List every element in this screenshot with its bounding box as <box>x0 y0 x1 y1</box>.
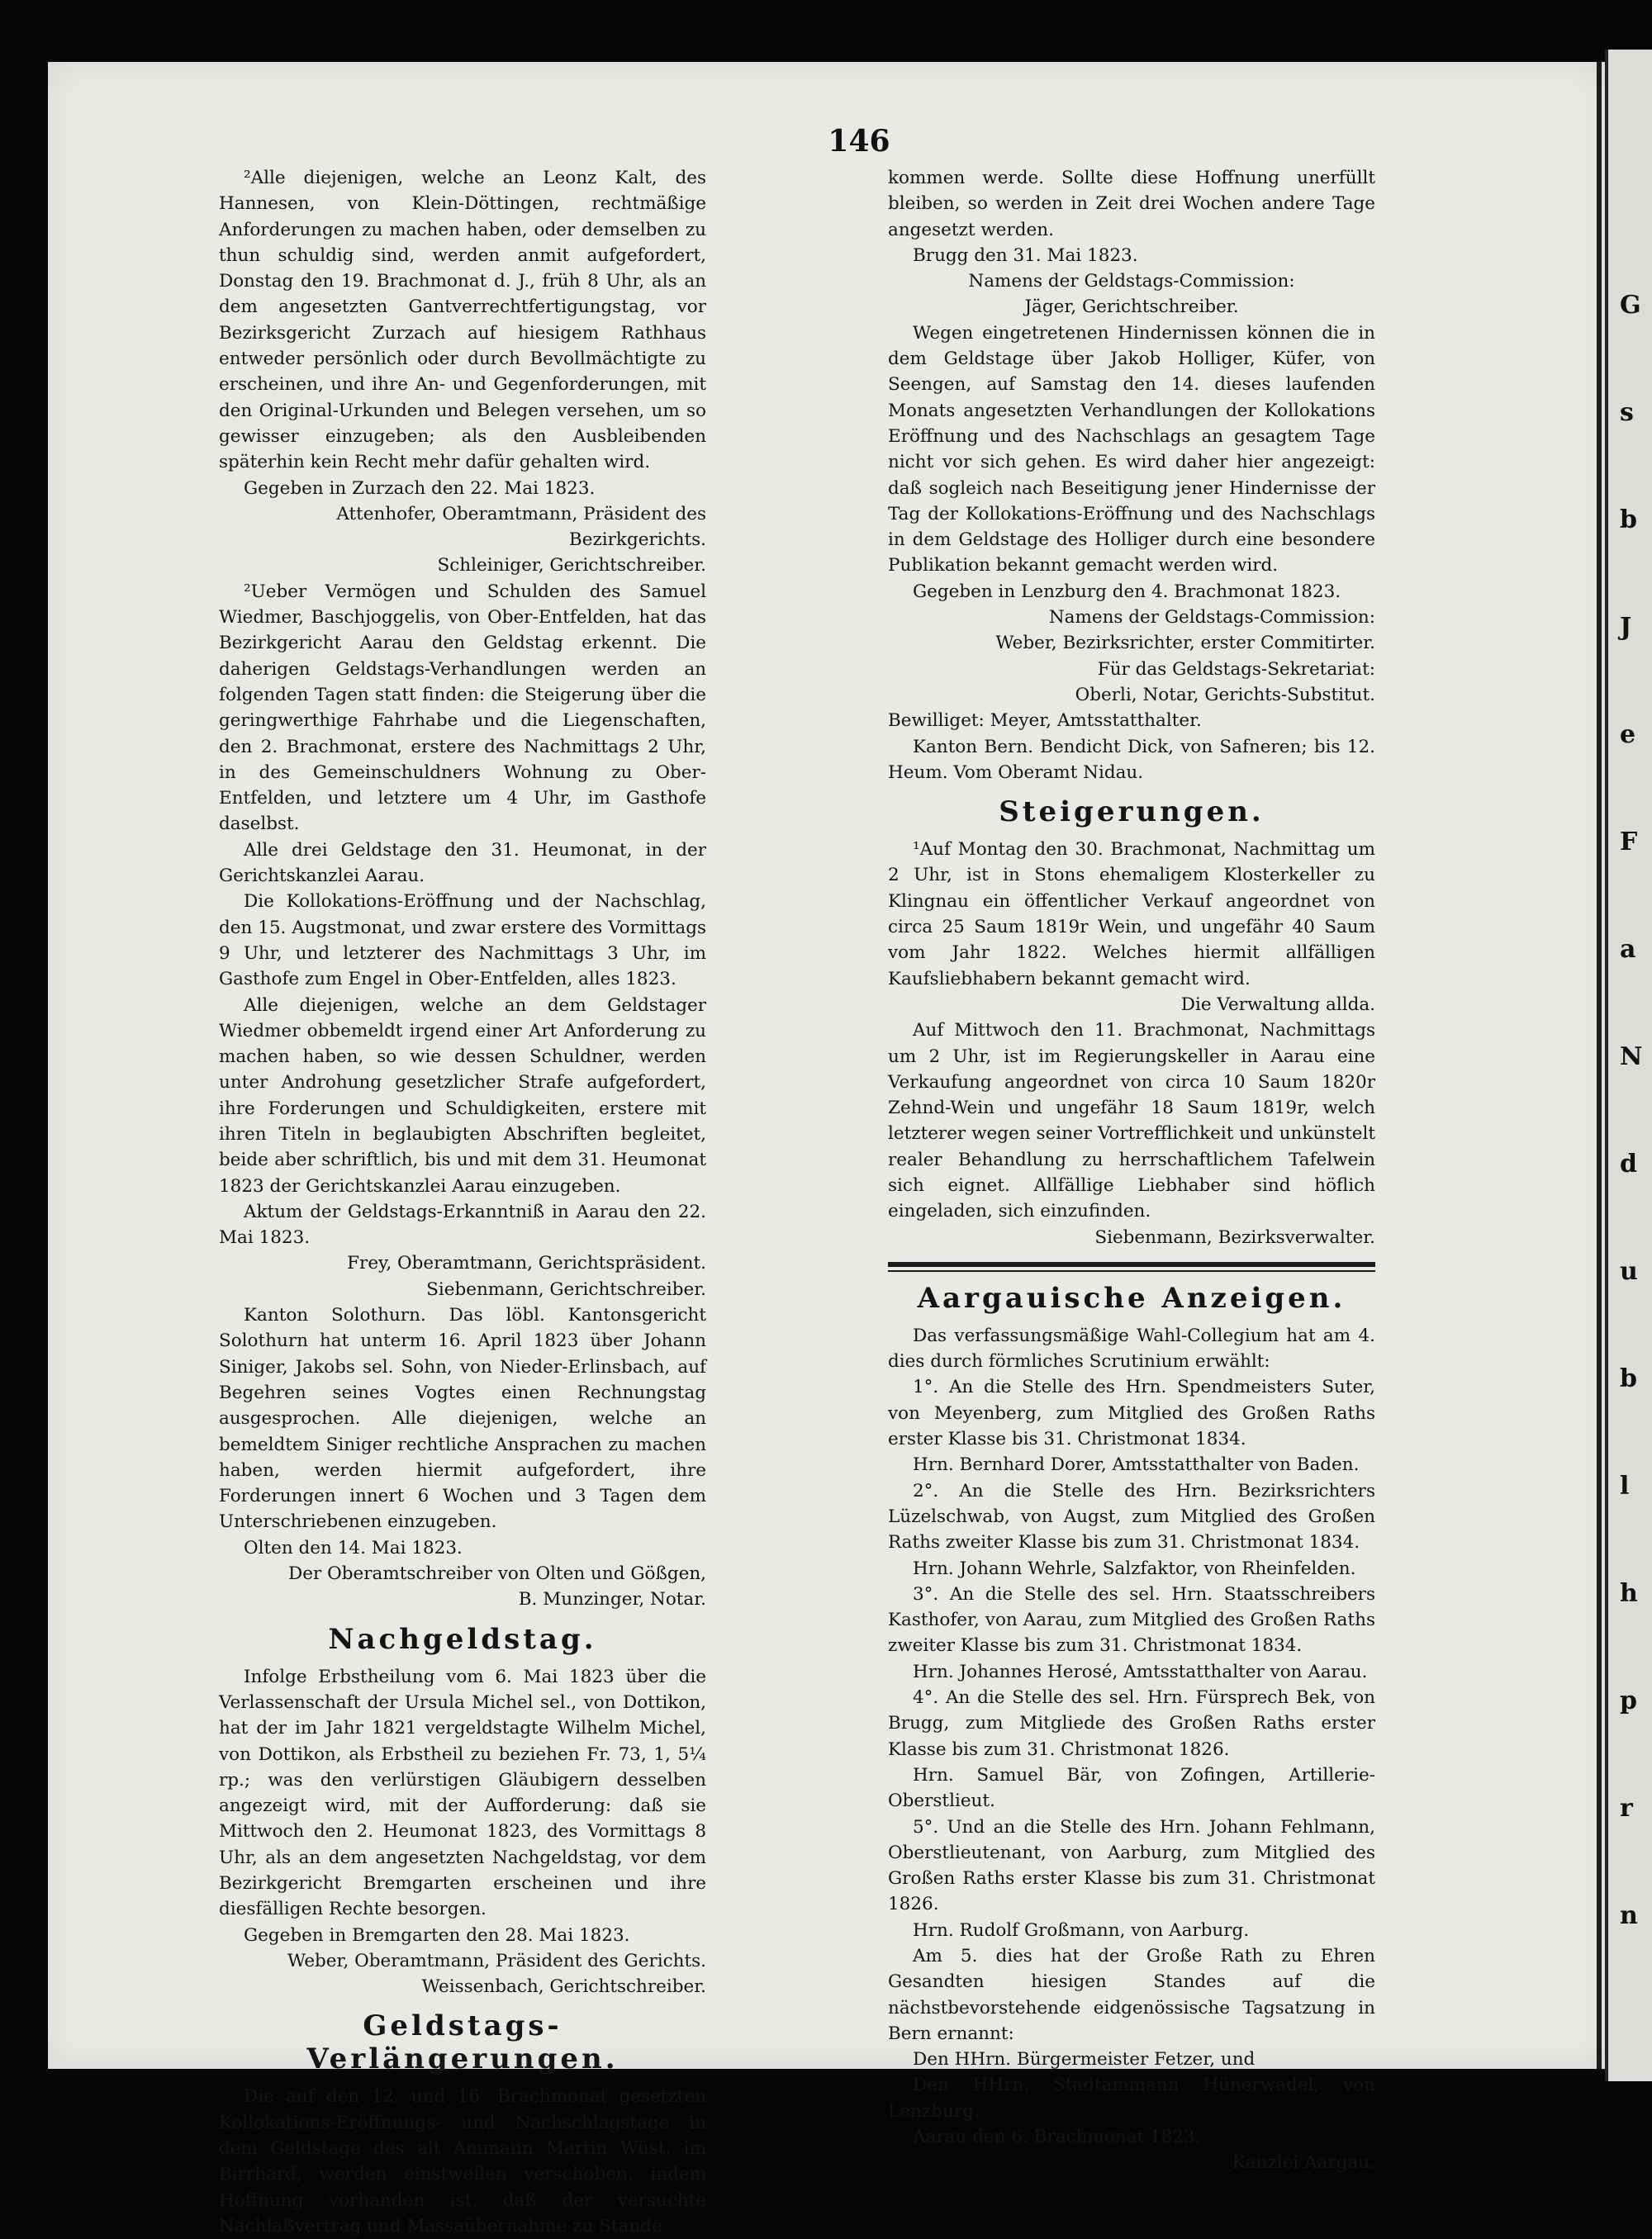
paragraph: Das verfassungsmäßige Wahl-Collegium hat am 4. dies durch förmliches Scrutinium erwählt: <box>888 1325 1375 1373</box>
paragraph: Alle drei Geldstage den 31. Heumonat, in der Gerichtskanzlei Aarau. <box>219 839 706 887</box>
paragraph: 1°. An die Stelle des Hrn. Spendmeisters Suter, von Meyenberg, zum Mitglied des Großen Raths erster Klasse bis 31. Christmonat 1834. <box>888 1377 1375 1450</box>
paragraph: Den HHrn. Bürgermeister Fetzer, und <box>913 2049 1256 2071</box>
signature-line: Attenhofer, Oberamtmann, Präsident des Bezirkgerichts. <box>336 503 706 551</box>
signature-line: Weissenbach, Gerichtschreiber. <box>421 1976 706 1998</box>
paragraph: Hrn. Samuel Bär, von Zofingen, Artillerie-Oberstlieut. <box>888 1764 1375 1812</box>
adjacent-page-letter: b <box>1620 1364 1637 1393</box>
paragraph: Am 5. dies hat der Große Rath zu Ehren Gesandten hiesigen Standes auf die nächstbevorstehende eidgenössische Tagsatzung in Bern ernannt: <box>888 1946 1375 2044</box>
adjacent-page-letter: n <box>1620 1901 1638 1930</box>
paragraph: Bewilliget: Meyer, Amtsstatthalter. <box>888 710 1202 732</box>
paragraph: Wegen eingetretenen Hindernissen können die in dem Geldstage über Jakob Holliger, Küfer, von Seengen, auf Samstag den 14. dieses laufenden Monats angesetzten Verhandlungen der Kollokations Eröffnung und des Nachschlags an gesagtem Tage nicht vor sich gehen. Es wird daher hier angezeigt: daß sogleich nach Beseitigung jener Hindernisse der Tag der Kollokations-Eröffnung und des Nachschlags in dem Geldstage des Holliger durch eine besondere Publikation bekannt gemacht werden wird. <box>888 322 1375 576</box>
paragraph: Alle diejenigen, welche an dem Geldstager Wiedmer obbemeldt irgend einer Art Anforderung zu machen haben, so wie dessen Schuldner, werden unter Androhung gesetzlicher Strafe aufgefordert, ihre Forderungen und Schuldigkeiten, erstere mit ihren Titeln in beglaubigten Abschriften begleitet, beide aber schriftlich, bis und mit dem 31. Heumonat 1823 der Gerichtskanzlei Aarau einzugeben. <box>219 994 706 1197</box>
paragraph: Kanton Solothurn. Das löbl. Kantonsgericht Solothurn hat unterm 16. April 1823 über Johann Siniger, Jakobs sel. Sohn, von Nieder-Erlinsbach, auf Begehren seines Vogtes einen Rechnungstag ausgesprochen. Alle diejenigen, welche an bemeldtem Siniger rechtliche Ansprachen zu machen haben, werden hiermit aufgefordert, ihre Forderungen innert 6 Wochen und 3 Tagen dem Unterschriebenen einzugeben. <box>219 1305 706 1533</box>
signature-line: Siebenmann, Bezirksverwalter. <box>1094 1226 1375 1248</box>
paragraph: 2°. An die Stelle des Hrn. Bezirksrichters Lüzelschwab, von Augst, zum Mitglied des Großen Raths zweiter Klasse bis zum 31. Christmonat 1834. <box>888 1480 1375 1554</box>
signature-line: Oberli, Notar, Gerichts-Substitut. <box>1075 684 1375 705</box>
signature-line: Für das Geldstags-Sekretariat: <box>1097 658 1375 680</box>
signature-line: Der Oberamtschreiber von Olten und Gößgen, <box>288 1563 706 1585</box>
adjacent-page-letter: J <box>1620 613 1632 642</box>
adjacent-page-letter: G <box>1620 291 1641 320</box>
paragraph: Hrn. Rudolf Großmann, von Aarburg. <box>913 1919 1250 1941</box>
adjacent-page-letter: s <box>1620 398 1634 427</box>
paragraph: Hrn. Johann Wehrle, Salzfaktor, von Rheinfelden. <box>913 1558 1356 1579</box>
paragraph: Aarau den 6. Brachmonat 1823. <box>913 2127 1201 2148</box>
paragraph: 5°. Und an die Stelle des Hrn. Johann Fehlmann, Oberstlieutenant, von Aarburg, zum Mitglied des Großen Raths erster Klasse bis zum 31. Christmonat 1826. <box>888 1816 1375 1915</box>
paragraph: Die auf den 12. und 16. Brachmonat gesetzten Kollokations-Eröffnungs- und Nachschlagstage in dem Geldstage des alt Ammann Martin Wüst, im Birrhard, werden einstweilen verschoben, indem Hoffnung vorhanden ist, daß der versuchte Nachlaßvertrag und Massaübernahme zu Stande <box>219 2086 706 2237</box>
paragraph: Gegeben in Zurzach den 22. Mai 1823. <box>244 477 596 499</box>
signature-line: Weber, Bezirksrichter, erster Commitirter. <box>995 633 1375 654</box>
signature-line: Siebenmann, Gerichtschreiber. <box>426 1278 706 1300</box>
paragraph: ²Ueber Vermögen und Schulden des Samuel Wiedmer, Baschjoggelis, von Ober-Entfelden, hat das Bezirkgericht Aarau den Geldstag erkennt. Die daherigen Geldstags-Verhandlungen werden an folgenden Tagen statt finden: die Steigerung über die geringwerthige Fahrhabe und die Liegenschaften, den 2. Brachmonat, erstere des Nachmittags 2 Uhr, in des Gemeinschuldners Wohnung zu Ober-Entfelden, und letztere um 4 Uhr, im Gasthofe daselbst. <box>219 581 706 835</box>
adjacent-page-letter: r <box>1620 1794 1633 1823</box>
paragraph: Gegeben in Lenzburg den 4. Brachmonat 1823. <box>913 581 1341 602</box>
adjacent-page-letter: u <box>1620 1257 1638 1286</box>
paragraph: kommen werde. Sollte diese Hoffnung unerfüllt bleiben, so werden in Zeit drei Wochen andere Tage angesetzt werden. <box>888 168 1375 240</box>
adjacent-page-letter: e <box>1620 720 1636 749</box>
paragraph: Den HHrn. Stadtammann Hünerwadel, von Lenzburg. <box>888 2075 1375 2122</box>
signature-line: Jäger, Gerichtschreiber. <box>1024 296 1239 318</box>
signature-line: Namens der Geldstags-Commission: <box>968 271 1295 292</box>
paragraph: ¹Auf Montag den 30. Brachmonat, Nachmittag um 2 Uhr, ist in Stons ehemaligem Klosterkeller zu Klingnau ein öffentlicher Verkauf angeordnet von circa 25 Saum 1819r Wein, und ungefähr 40 Saum vom Jahr 1822. Welches hiermit allfälligen Kaufsliebhabern bekannt gemacht wird. <box>888 839 1375 989</box>
adjacent-page-letter: a <box>1620 935 1636 964</box>
section-heading: Geldstags-Verlängerungen. <box>306 2009 619 2076</box>
adjacent-page-letter: d <box>1620 1150 1637 1179</box>
paragraph: Infolge Erbstheilung vom 6. Mai 1823 über die Verlassenschaft der Ursula Michel sel., von Dottikon, hat der im Jahr 1821 vergeldstagte Wilhelm Michel, von Dottikon, als Erbstheil zu beziehen Fr. 73, 1, 5¼ rp.; was den verlürstigen Gläubigern desselben angezeigt wird, mit der Aufforderung: daß sie Mittwoch den 2. Heumonat 1823, des Vormittags 8 Uhr, als an dem angesetzten Nachgeldstag, vor dem Bezirkgericht Bremgarten erscheinen und ihre diesfälligen Rechte besorgen. <box>219 1666 706 1920</box>
adjacent-page-letter: N <box>1620 1042 1643 1071</box>
adjacent-page-edge <box>1605 50 1652 2081</box>
adjacent-page-letter: b <box>1620 505 1637 534</box>
adjacent-page-letter: F <box>1620 828 1638 856</box>
signature-line: B. Munzinger, Notar. <box>518 1589 706 1610</box>
paragraph: ²Alle diejenigen, welche an Leonz Kalt, des Hannesen, von Klein-Döttingen, rechtmäßige Anforderungen zu machen haben, oder demselben zu thun schuldig sind, werden anmit aufgefordert, Donstag den 19. Brachmonat d. J., früh 8 Uhr, als an dem angesetzten Gantverrechtfertigungstag, vor Bezirksgericht Zurzach auf hiesigem Rathhaus entweder persönlich oder durch Bevollmächtigte zu erscheinen, und ihre An- und Gegenforderungen, mit den Original-Urkunden und Belegen versehen, um so gewisser einzugeben; als den Ausbleibenden späterhin kein Recht mehr dafür gehalten wird. <box>219 168 706 473</box>
page-number: 146 <box>828 124 890 159</box>
section-rule <box>888 1262 1375 1272</box>
section-heading: Nachgeldstag. <box>328 1622 597 1656</box>
paragraph: Brugg den 31. Mai 1823. <box>913 244 1138 266</box>
paragraph: Gegeben in Bremgarten den 28. Mai 1823. <box>244 1924 630 1946</box>
paragraph: Olten den 14. Mai 1823. <box>244 1537 463 1558</box>
paragraph: Aktum der Geldstags-Erkanntniß in Aarau den 22. Mai 1823. <box>219 1201 706 1249</box>
paragraph: 3°. An die Stelle des sel. Hrn. Staatsschreibers Kasthofer, von Aarau, zum Mitglied des Großen Raths zweiter Klasse bis zum 31. Christmonat 1834. <box>888 1583 1375 1657</box>
page-gutter <box>1597 62 1602 2069</box>
adjacent-page-letter: h <box>1620 1579 1638 1608</box>
section-heading: Aargauische Anzeigen. <box>917 1281 1346 1315</box>
signature-line: Weber, Oberamtmann, Präsident des Gerichts. <box>287 1950 706 1971</box>
paragraph: 4°. An die Stelle des sel. Hrn. Fürsprech Bek, von Brugg, zum Mitgliede des Großen Raths erster Klasse bis zum 31. Christmonat 1826. <box>888 1687 1375 1760</box>
signature-line: Schleiniger, Gerichtschreiber. <box>437 555 706 576</box>
signature-line: Namens der Geldstags-Commission: <box>1048 607 1375 629</box>
signature-line: Frey, Oberamtmann, Gerichtspräsident. <box>347 1253 706 1274</box>
paragraph: Kanton Bern. Bendicht Dick, von Safneren; bis 12. Heum. Vom Oberamt Nidau. <box>888 736 1375 783</box>
adjacent-page-letter: l <box>1620 1472 1630 1501</box>
paragraph: Die Kollokations-Eröffnung und der Nachschlag, den 15. Augstmonat, und zwar erstere des Vormittags 9 Uhr, und letzterer des Nachmittags 3 Uhr, im Gasthofe zum Engel in Ober-Entfelden, alles 1823. <box>219 891 706 990</box>
left-column <box>219 165 706 2239</box>
paragraph: Hrn. Johannes Herosé, Amtsstatthalter von Aarau. <box>913 1661 1368 1682</box>
adjacent-page-letter: p <box>1620 1686 1637 1715</box>
section-heading: Steigerungen. <box>999 795 1265 829</box>
signature-line: Kanzlei Aargau. <box>1232 2152 1375 2174</box>
paragraph: Hrn. Bernhard Dorer, Amtsstatthalter von Baden. <box>913 1454 1360 1476</box>
signature-line: Die Verwaltung allda. <box>1180 994 1375 1015</box>
paragraph: Auf Mittwoch den 11. Brachmonat, Nachmittags um 2 Uhr, ist im Regierungskeller in Aarau eine Verkaufung angeordnet von circa 10 Saum 1820r Zehnd-Wein und ungefähr 18 Saum 1819r, welch letzterer wegen seiner Vortrefflichkeit und unkünstelt realer Behandlung zu herrschaftlichem Tafelwein sich eignet. Allfällige Liebhaber sind höflich eingeladen, sich einzufinden. <box>888 1020 1375 1222</box>
right-column <box>888 165 1375 2176</box>
